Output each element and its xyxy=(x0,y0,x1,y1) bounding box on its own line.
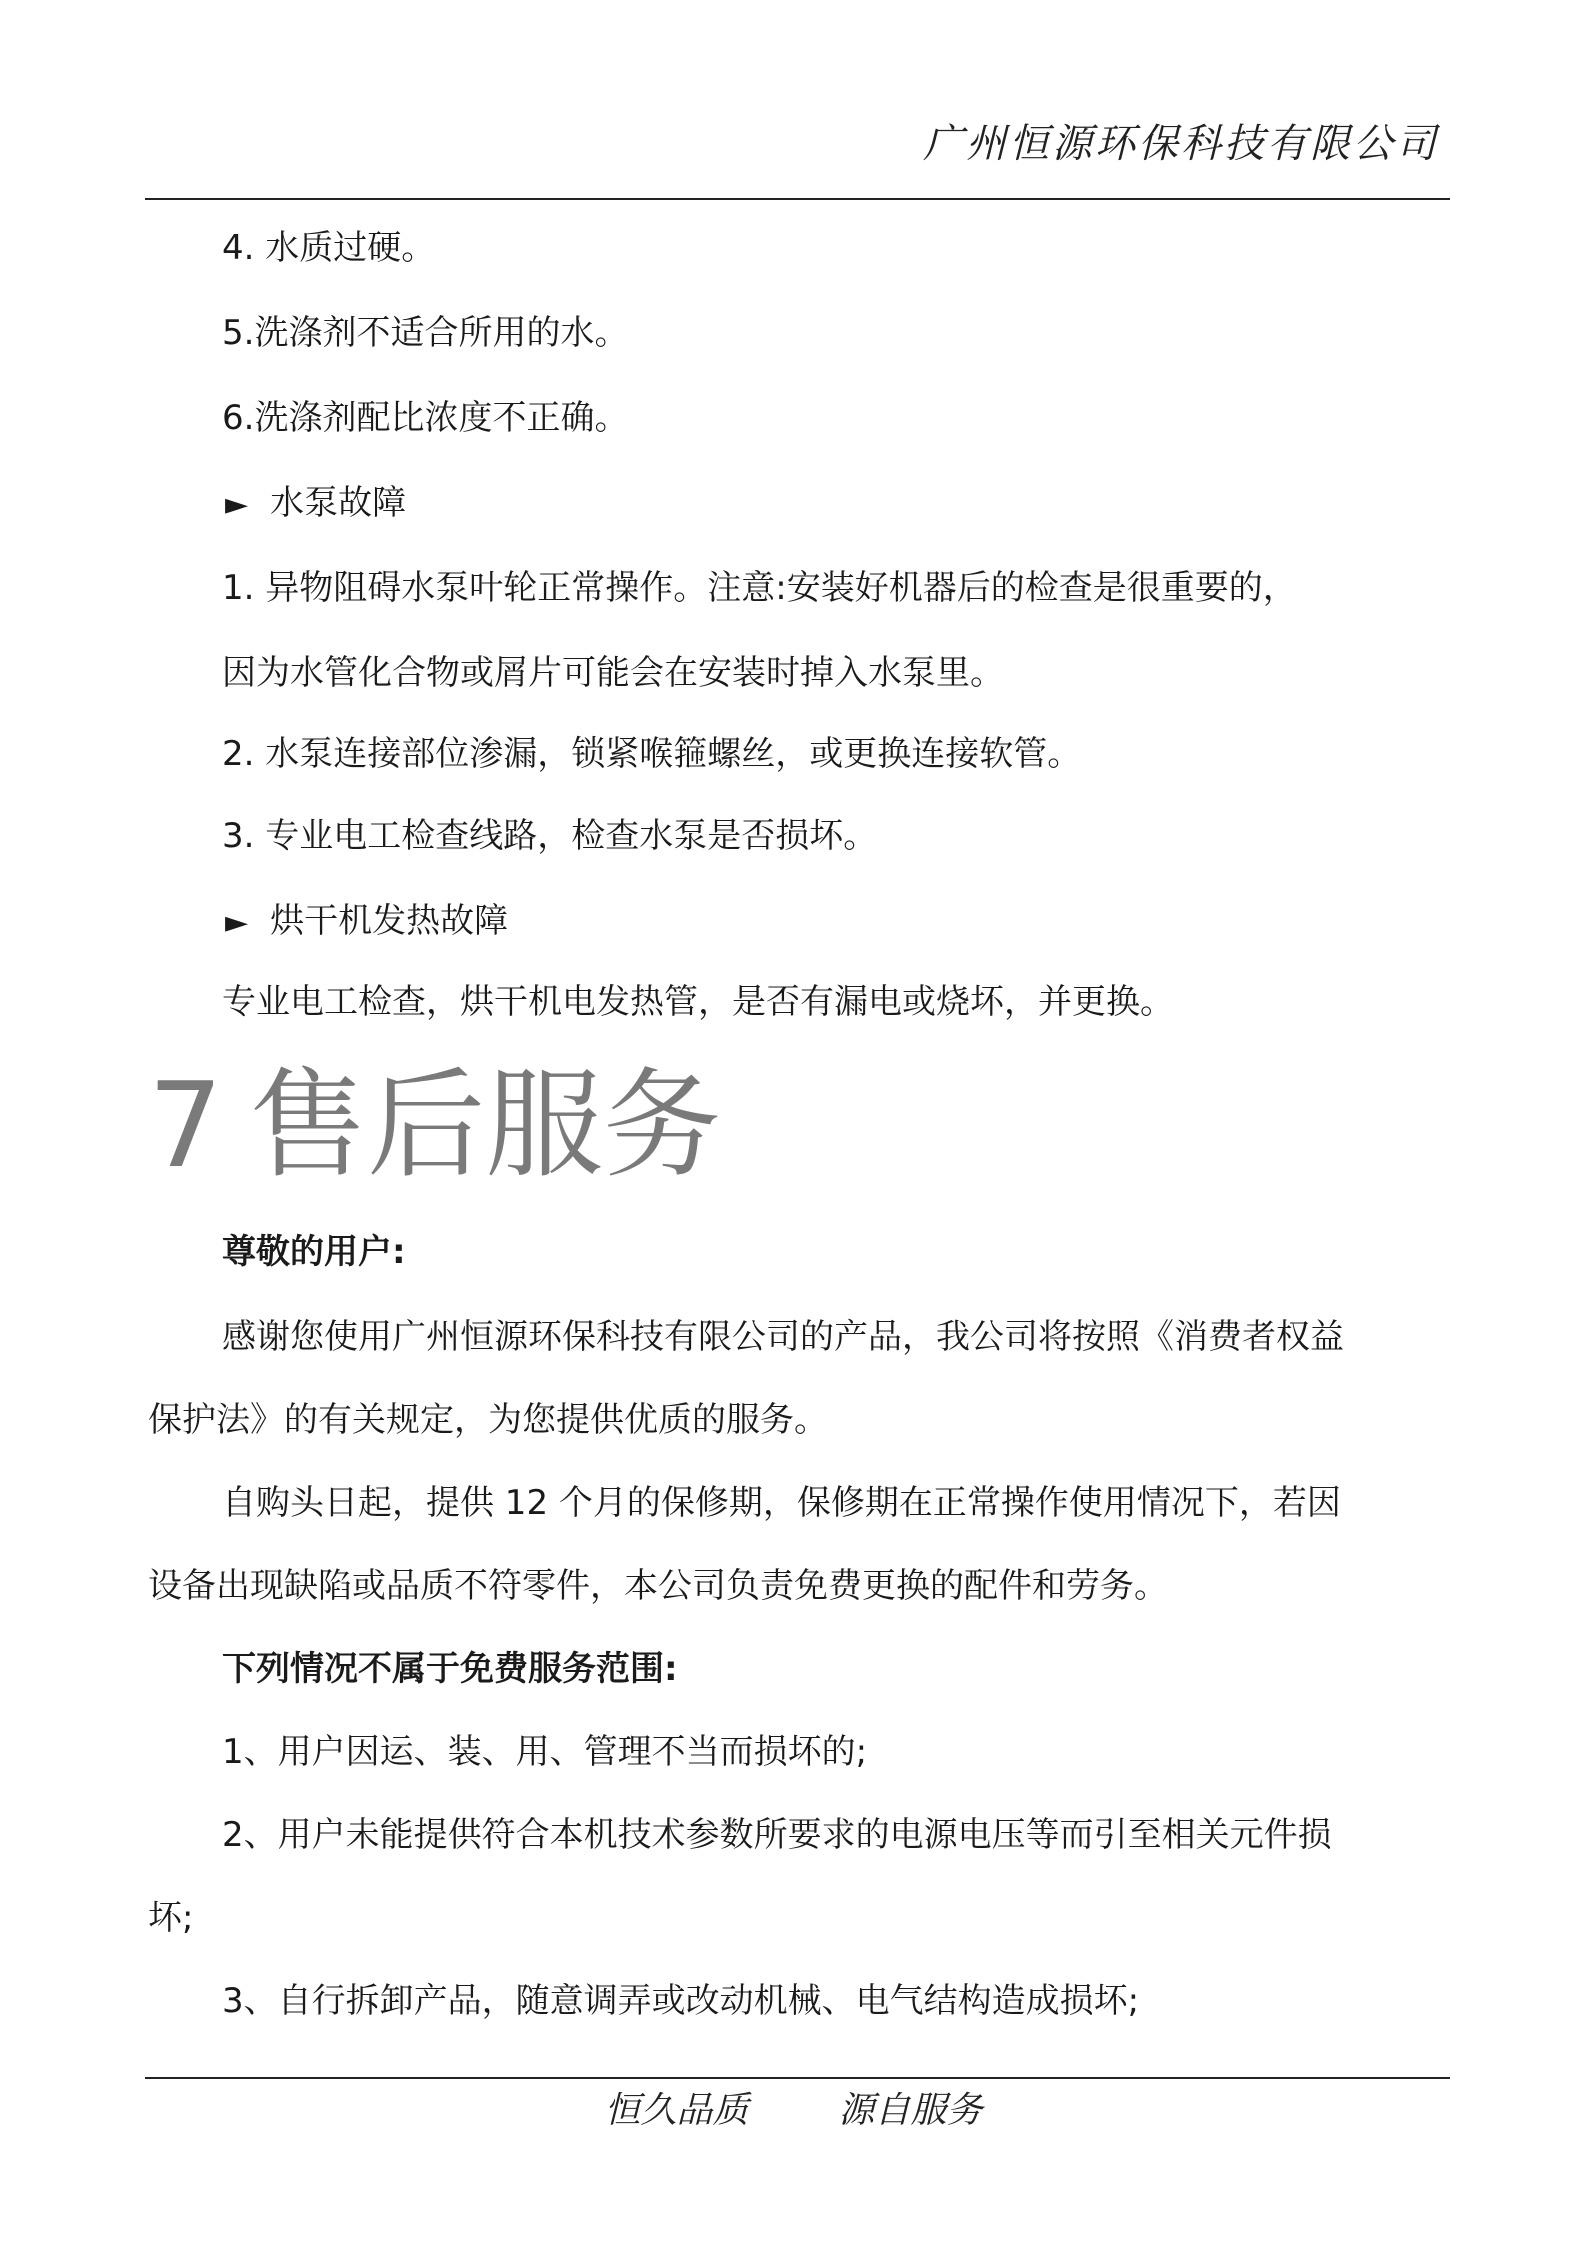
heading-dryer-fault xyxy=(225,899,508,945)
footer-slogan-left: 恒久品质 xyxy=(604,2090,749,2131)
arrow-marker-icon: ► xyxy=(225,905,249,940)
heading-pump-fault xyxy=(225,481,406,527)
heading-dryer-fault-label: 烘干机发热故障 xyxy=(270,901,509,941)
footer-slogan xyxy=(0,2082,1587,2133)
pump-item-1a: 1. 异物阻碍水泵叶轮正常操作。注意:安装好机器后的检查是很重要的， xyxy=(222,568,1297,608)
pump-item-2: 2. 水泵连接部位渗漏，锁紧喉箍螺丝，或更换连接软管。 xyxy=(222,734,1082,774)
item-detergent-unsuitable: 5.洗涤剂不适合所用的水。 xyxy=(222,313,629,353)
header-divider xyxy=(145,198,1450,200)
service-para-1b: 保护法》的有关规定，为您提供优质的服务。 xyxy=(148,1400,828,1440)
pump-item-1b: 因为水管化合物或屑片可能会在安装时掉入水泵里。 xyxy=(222,653,1004,693)
heading-pump-fault-label: 水泵故障 xyxy=(270,483,407,523)
section-number: 7 xyxy=(148,1056,224,1194)
greeting: 尊敬的用户: xyxy=(222,1232,406,1272)
footer-slogan-right: 源自服务 xyxy=(838,2090,983,2131)
item-detergent-ratio: 6.洗涤剂配比浓度不正确。 xyxy=(222,398,629,438)
exclusion-item-1: 1、用户因运、装、用、管理不当而损坏的; xyxy=(222,1732,868,1772)
exclusion-item-3: 3、自行拆卸产品，随意调弄或改动机械、电气结构造成损坏; xyxy=(222,1981,1140,2021)
service-para-1a: 感谢您使用广州恒源环保科技有限公司的产品，我公司将按照《消费者权益 xyxy=(222,1317,1344,1357)
service-para-2b: 设备出现缺陷或品质不符零件，本公司负责免费更换的配件和劳务。 xyxy=(148,1566,1168,1606)
pump-item-3: 3. 专业电工检查线路，检查水泵是否损坏。 xyxy=(222,816,878,856)
exclusions-title: 下列情况不属于免费服务范围: xyxy=(222,1649,678,1689)
section-title: 售后服务 xyxy=(249,1056,722,1194)
section-heading xyxy=(148,1056,722,1194)
footer-divider xyxy=(145,2077,1450,2079)
dryer-item: 专业电工检查，烘干机电发热管，是否有漏电或烧坏，并更换。 xyxy=(222,982,1174,1022)
arrow-marker-icon: ► xyxy=(225,487,249,522)
item-hard-water: 4. 水质过硬。 xyxy=(222,228,436,268)
exclusion-item-2a: 2、用户未能提供符合本机技术参数所要求的电源电压等而引至相关元件损 xyxy=(222,1815,1332,1855)
header-company-name: 广州恒源环保科技有限公司 xyxy=(923,121,1439,167)
service-para-2a: 自购头日起，提供 12 个月的保修期，保修期在正常操作使用情况下，若因 xyxy=(222,1483,1341,1523)
exclusion-item-2b: 坏; xyxy=(148,1898,194,1938)
